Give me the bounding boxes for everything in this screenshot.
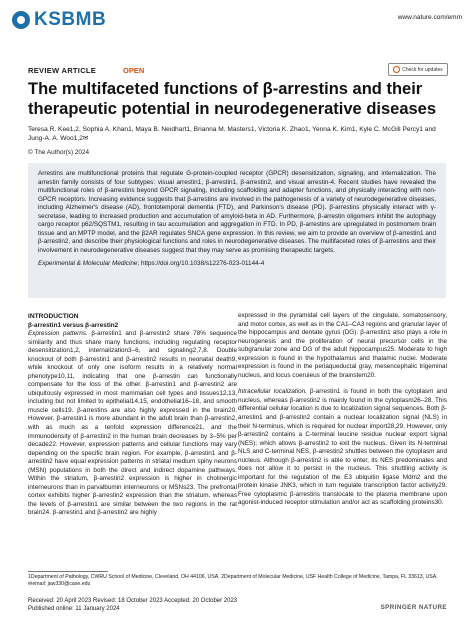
paragraph-lead: Expression patterns. — [28, 330, 88, 337]
open-access-badge: OPEN — [123, 66, 145, 75]
right-column — [238, 312, 447, 516]
logo-text: KSBMB — [34, 9, 107, 30]
footnotes — [28, 574, 448, 588]
author-list: Teresa R. Kee1,2, Sophia A. Khan1, Maya B. Neidhart1, Brianna M. Masters1, Victoria K. Zhao1, Yenna K. Kim1, Kyle C. McGill Percy1 and Jung-A. A. Woo1,2✉ — [28, 126, 436, 142]
journal-header — [0, 0, 474, 36]
check-updates-icon — [393, 66, 400, 73]
article-meta — [28, 66, 448, 76]
citation-journal: Experimental & Molecular Medicine — [38, 260, 138, 268]
paragraph-body: β-arrestin1 is found in both the cytoplasm and nucleus, whereas β-arrestin2 is mainly found in the cytoplasm26–28. This differential cellular location is due to localization signal sequences. Both β-arrestin1 and β-arrestin2 contain a nuclear localization signal (NLS) in their N-terminus, which is required for nuclear import28,29. However, only β-arrestin2 contains a C-terminal leucine residue nuclear export signal (NES); which allows β-arrestin2 to exit the nucleus. Given its N-terminal NLS and C-terminal NES, β-arrestin2 shuttles between the cytoplasm and nucleus. Although β-arrestin2 is able to enter, its NES predominates and does not allow it to persist in the nucleus. This shuttling activity is important for the regulation of the E3 ubiquitin ligase Mdm2 and the protein kinase JNK3, which in turn regulate transcription factor activity29. Free cytoplasmic β-arrestins translocate to the plasma membrane upon agonist-induced receptor stimulation and/or act as scaffolding proteins30. — [238, 388, 447, 507]
check-updates-label: Check for updates — [402, 66, 443, 73]
publication-dates — [28, 598, 237, 613]
left-column — [28, 312, 237, 526]
ksbmb-logo-icon — [12, 11, 30, 29]
received-dates: Received: 20 April 2023 Revised: 18 October 2023 Accepted: 20 October 2023 — [28, 598, 238, 604]
check-for-updates-button[interactable] — [388, 63, 448, 76]
affiliations: 1Department of Pathology, CWRU School of Medicine, Cleveland, OH 44106, USA. 2Department of Molecular Medicine, USF Health College of Medicine, Tampa, FL 33613, USA. — [28, 574, 438, 580]
article-title: The multifaceted functions of β-arrestins and their therapeutic potential in neurodegenerative diseases — [28, 80, 437, 118]
corresponding-email[interactable]: ✉email: jaw330@case.edu — [28, 581, 91, 587]
publisher-logo: SPRINGER NATURE — [380, 604, 447, 611]
paragraph-lead: Intracellular localization. — [238, 388, 307, 396]
abstract-box — [28, 163, 446, 298]
subsection-heading: β-arrestin1 versus β-arrestin2 — [28, 322, 119, 329]
paragraph — [28, 330, 237, 518]
ksbmb-logo — [12, 9, 106, 31]
copyright-notice: © The Author(s) 2024 — [28, 149, 90, 156]
citation-doi[interactable]: ; https://doi.org/10.1038/s12276-023-01144-4 — [137, 260, 265, 268]
paragraph — [238, 388, 447, 508]
article-type: REVIEW ARTICLE — [28, 66, 97, 75]
paragraph-body: β-arrestin1 and β-arrestin2 share 78% sequence similarity and thus share many functions, including regulating receptor desensitization1,2, internalization3–6, and signaling2,7,8. Double knockout of both β-arrestin1 and β-arrestin2 results in neonatal death9, while knockout of only one isoform results in a relatively normal phenotype10,11, indicating that one β-arrestin can functionally compensate for the loss of the other. β-arrestin1 and β-arrestin2 are ubiquitously expressed in most mammalian cell types and tissues12,13, including but not limited to epithelial14,15, endothelial16–18, and smooth muscle cells19. β-arrestins are also highly expressed in the brain20. However, β-arrestin1 is more abundant in the adult brain than β-arrestin2, with as much as a tenfold expression difference21, and the immunodensity of β-arrestin2 in the human brain decreases by 3–5% per decade22. However, expression patterns and cellular functions may vary depending on the specific brain region. For example, β-arrestin1 and β-arrestin2 have equal expression patterns in striatal medium spiny neurons (MSN) populations in both the direct and indirect dopamine pathways. Within the striatum, β-arrestin2 expression is higher in cholinergic interneurons than in parvalbumin interneurons or MSNs23. The prefrontal cortex exhibits higher β-arrestin2 expression than the striatum, whereas the levels of β-arrestin1 are similar between the two regions in the rat brain24. β-arrestin1 and β-arrestin2 are highly — [28, 330, 238, 517]
published-date: Published online: 11 January 2024 — [28, 605, 120, 612]
paragraph: expressed in the pyramidal cell layers of the cingulate, somatosensory, and motor cortex, as well as in the CA1–CA3 regions and granular layer of the hippocampus and dentate gyrus (DG). β-arrestin1 also plays a role in neurogenesis and the proliferation of neural precursor cells in the subgranular zone and DG of the adult hippocampus25. Moderate to high expression is found in the hypothalamus and thalamic nuclei. Moderate expression is found in the periaqueductal gray, mesencephalic trigeminal nucleus, and locus coeruleus of the brainstem20. — [238, 312, 447, 379]
footnote-divider — [28, 571, 108, 572]
abstract-text: Arrestins are multifunctional proteins that regulate G-protein-coupled receptor (GPCR) desensitization, signaling, and internalization. The arrestin family consists of four subtypes: visual arrestin1, β-arrestin1, β-arrestin2, and visual arrestin-4. Recent studies have revealed the multifunctional roles of β-arrestins beyond GPCR signaling, including scaffolding and adapter functions, and physically interacting with non-GPCR receptors. Increasing evidence suggests that β-arrestins are involved in the pathogenesis of a variety of neurodegenerative diseases, including Alzheimer's disease (AD), frontotemporal dementia (FTD), and Parkinson's disease (PD). β-arrestins physically interact with γ-secretase, leading to increased production and accumulation of amyloid-beta in AD. Furthermore, β-arrestin oligomers inhibit the autophagy cargo receptor p62/SQSTM1, resulting in tau accumulation and aggregation in FTD. In PD, β-arrestins are upregulated in postmortem brain tissue and an MPTP model, and the β2AR regulates SNCA gene expression. In this review, we aim to provide an overview of β-arrestin1 and β-arrestin2, and describe their physiological functions and roles in neurodegenerative diseases. The multifaceted roles of β-arrestins and their involvement in neurodegenerative diseases suggest that they may serve as promising therapeutic targets. — [38, 170, 436, 254]
journal-url[interactable]: www.nature.com/emm — [397, 14, 462, 21]
citation-line — [38, 260, 436, 267]
section-heading: INTRODUCTION — [28, 313, 79, 320]
